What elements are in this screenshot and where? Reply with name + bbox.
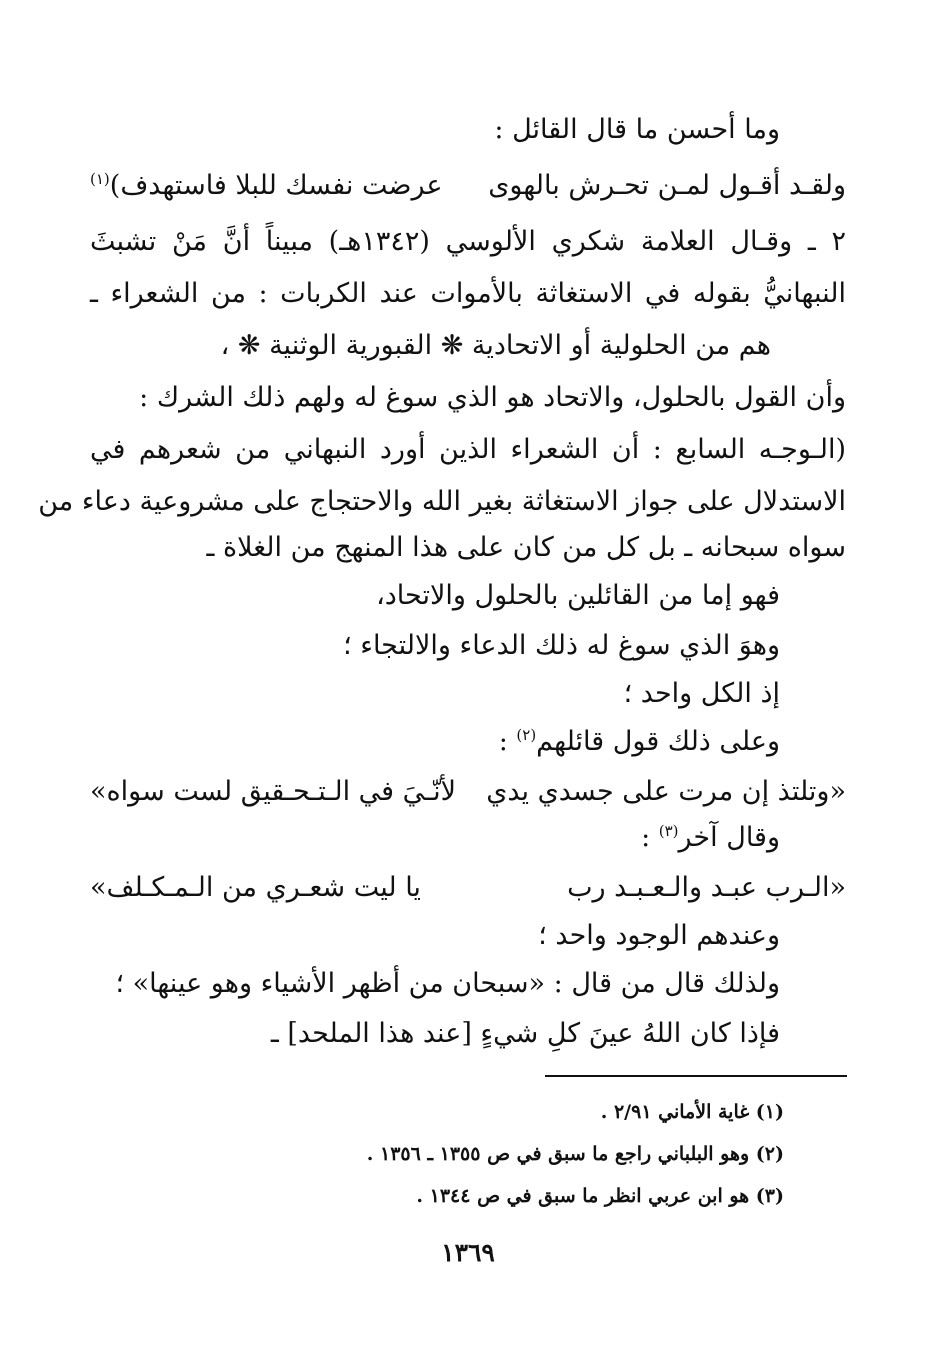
text-line-5: هم من الحلولية أو الاتحادية ❋ القبورية الوثنية ❋ ، — [220, 330, 771, 361]
text-line-19: فإذا كان اللهُ عينَ كلِ شيءٍ [عند هذا الملحد] ـ — [270, 1018, 780, 1049]
footnote-1: (١) غاية الأماني ٢/٩١ . — [600, 1101, 784, 1123]
verse-2-first-hemistich: «وتلتذ إن مرت على جسدي يدي — [486, 776, 846, 807]
text-line-10: فهو إما من القائلين بالحلول والاتحاد، — [376, 580, 780, 611]
verse-2-second-hemistich: لأنّـيَ في الـتـحـقيق لست سواه» — [90, 776, 456, 807]
text-line-18: ولذلك قال من قال : «سبحان من أظهر الأشياء وهو عينها» ؛ — [115, 968, 780, 999]
footnote-marker-2: (٢) — [516, 726, 537, 744]
page-number: ١٣٦٩ — [441, 1238, 495, 1267]
verse-1-second-hemistich: عرضت نفسك للبلا فاستهدف)$^{(١)}$ — [90, 170, 443, 201]
footnote-marker-1: (١) — [90, 170, 110, 188]
footnote-3: (٣) هو ابن عربي انظر ما سبق في ص ١٣٤٤ . — [416, 1185, 784, 1207]
verse-3-first-hemistich: «الـرب عبـد والـعـبـد رب — [567, 872, 846, 903]
footnote-2: (٢) وهو البلباني راجع ما سبق في ص ١٣٥٥ ـ ١٣٥٦ . — [366, 1143, 784, 1165]
verse-3-second-hemistich: يا ليت شعـري من الـمـكـلف» — [90, 872, 421, 903]
text-line-17: وعندهم الوجود واحد ؛ — [538, 920, 780, 951]
text-line-4: النبهانيُّ بقوله في الاستغاثة بالأموات عند الكربات : من الشعراء ـ — [90, 278, 846, 309]
verse-1-first-hemistich: ولقـد أقـول لمـن تحـرش بالهوى — [488, 170, 846, 201]
text-line-6: وأن القول بالحلول، والاتحاد هو الذي سوغ له ولهم ذلك الشرك : — [139, 382, 846, 413]
text-line-8: الاستدلال على جواز الاستغاثة بغير الله والاحتجاج على مشروعية دعاء من — [38, 486, 846, 517]
text-line-15: وقال آخر$^{(٣)}$ : — [641, 822, 780, 853]
text-line-13: وعلى ذلك قول قائلهم$^{(٢)}$ : — [498, 726, 780, 757]
text-line-11: وهوَ الذي سوغ له ذلك الدعاء والالتجاء ؛ — [343, 630, 780, 661]
text-line-3: ٢ ـ وقـال العلامة شكري الألوسي (١٣٤٢هـ) مبيناً أنَّ مَنْ تشبثَ — [90, 226, 846, 257]
text-line-7: (الـوجـه السابع : أن الشعراء الذين أورد النبهاني من شعرهم في — [90, 434, 846, 465]
text-line-9: سواه سبحانه ـ بل كل من كان على هذا المنهج من الغلاة ـ — [206, 532, 846, 563]
footnote-separator — [545, 1075, 847, 1077]
text-line-12: إذ الكل واحد ؛ — [623, 678, 780, 709]
text-line-1: وما أحسن ما قال القائل : — [494, 114, 780, 145]
footnote-marker-3: (٣) — [658, 822, 679, 840]
